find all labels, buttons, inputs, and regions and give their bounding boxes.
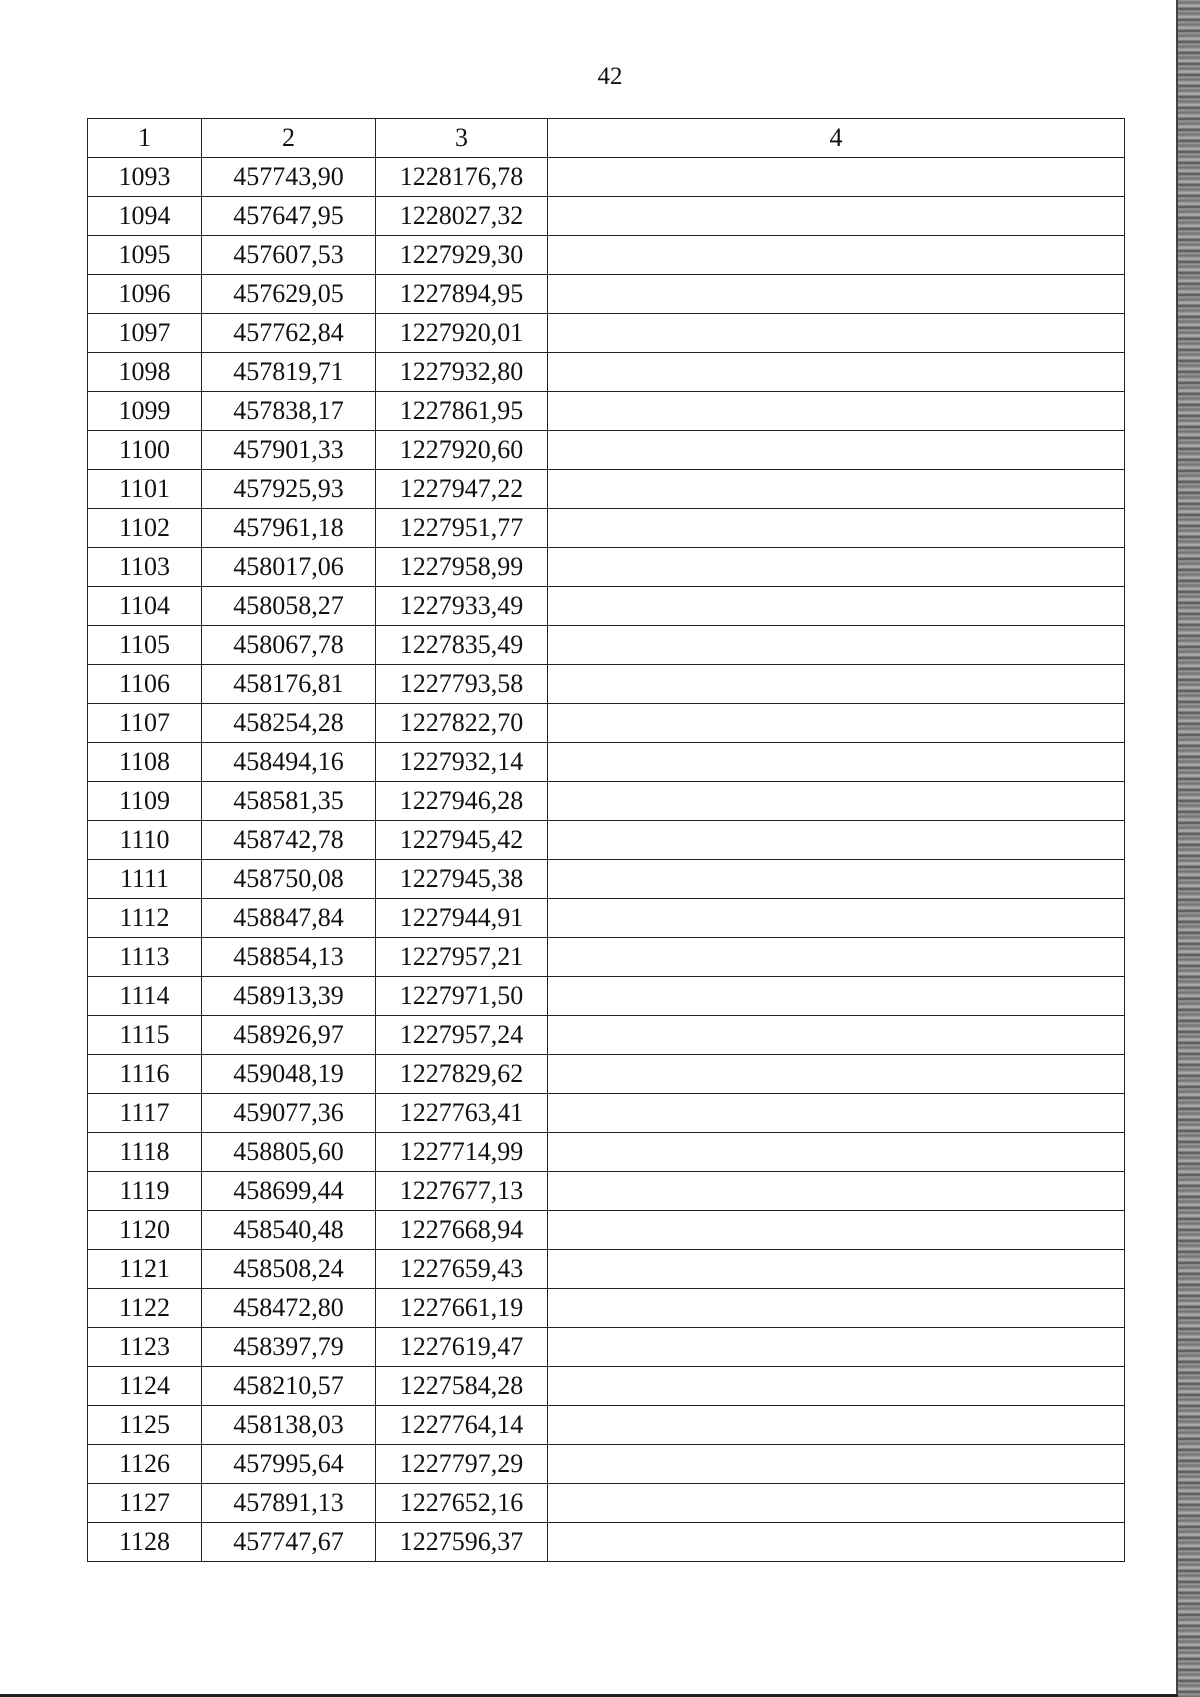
table-cell	[548, 236, 1125, 275]
table-row	[88, 1172, 1125, 1211]
table-cell: 458138,03	[202, 1406, 376, 1445]
table-cell: 1227763,41	[376, 1094, 548, 1133]
table-cell: 457925,93	[202, 470, 376, 509]
table-row	[88, 860, 1125, 899]
table-row	[88, 1328, 1125, 1367]
table-cell: 458926,97	[202, 1016, 376, 1055]
table-cell: 458017,06	[202, 548, 376, 587]
table-row	[88, 821, 1125, 860]
table-row	[88, 977, 1125, 1016]
table-cell: 1227957,21	[376, 938, 548, 977]
column-header: 3	[376, 119, 548, 158]
table-cell: 1227661,19	[376, 1289, 548, 1328]
table-cell: 1126	[88, 1445, 202, 1484]
table-row	[88, 509, 1125, 548]
table-cell: 1227929,30	[376, 236, 548, 275]
table-cell	[548, 1250, 1125, 1289]
table-row	[88, 392, 1125, 431]
table-cell: 1228027,32	[376, 197, 548, 236]
table-cell: 1112	[88, 899, 202, 938]
table-cell: 457995,64	[202, 1445, 376, 1484]
table-cell: 1111	[88, 860, 202, 899]
table-cell: 1227947,22	[376, 470, 548, 509]
table-cell: 457647,95	[202, 197, 376, 236]
coordinates-table	[87, 118, 1125, 1562]
table-cell: 458805,60	[202, 1133, 376, 1172]
table-cell	[548, 1211, 1125, 1250]
table-row	[88, 1445, 1125, 1484]
table-cell: 458176,81	[202, 665, 376, 704]
table-cell: 1116	[88, 1055, 202, 1094]
table-cell: 1228176,78	[376, 158, 548, 197]
table-cell: 1227659,43	[376, 1250, 548, 1289]
table-cell	[548, 158, 1125, 197]
table-cell: 1227957,24	[376, 1016, 548, 1055]
table-cell: 457607,53	[202, 236, 376, 275]
table-cell	[548, 1289, 1125, 1328]
table-cell: 458472,80	[202, 1289, 376, 1328]
table-cell	[548, 977, 1125, 1016]
table-cell: 1227764,14	[376, 1406, 548, 1445]
table-cell	[548, 1367, 1125, 1406]
table-cell: 1227861,95	[376, 392, 548, 431]
table-cell: 458750,08	[202, 860, 376, 899]
table-row	[88, 275, 1125, 314]
table-cell: 1227945,42	[376, 821, 548, 860]
table-cell	[548, 1016, 1125, 1055]
table-cell: 457819,71	[202, 353, 376, 392]
table-cell: 1120	[88, 1211, 202, 1250]
table-cell: 1110	[88, 821, 202, 860]
table-cell: 1121	[88, 1250, 202, 1289]
table-cell: 1106	[88, 665, 202, 704]
table-cell: 1227920,01	[376, 314, 548, 353]
table-cell: 1094	[88, 197, 202, 236]
table-row	[88, 1406, 1125, 1445]
table-row	[88, 431, 1125, 470]
table-cell: 1227944,91	[376, 899, 548, 938]
table-cell: 458581,35	[202, 782, 376, 821]
table-cell: 1118	[88, 1133, 202, 1172]
table-cell: 1227584,28	[376, 1367, 548, 1406]
table-body	[88, 158, 1125, 1562]
table-cell: 458494,16	[202, 743, 376, 782]
table-cell	[548, 860, 1125, 899]
table-cell	[548, 470, 1125, 509]
table-cell: 1117	[88, 1094, 202, 1133]
column-header: 4	[548, 119, 1125, 158]
table-cell: 1227652,16	[376, 1484, 548, 1523]
table-cell	[548, 1094, 1125, 1133]
table-cell: 458210,57	[202, 1367, 376, 1406]
table-cell: 1098	[88, 353, 202, 392]
table-cell: 1227958,99	[376, 548, 548, 587]
table-cell: 1227920,60	[376, 431, 548, 470]
table-cell	[548, 392, 1125, 431]
table-cell: 1227945,38	[376, 860, 548, 899]
table-row	[88, 314, 1125, 353]
table-cell: 458847,84	[202, 899, 376, 938]
table-row	[88, 197, 1125, 236]
table-cell	[548, 197, 1125, 236]
table-cell	[548, 1484, 1125, 1523]
table-cell: 1096	[88, 275, 202, 314]
table-cell: 1104	[88, 587, 202, 626]
table-row	[88, 743, 1125, 782]
table-row	[88, 899, 1125, 938]
scan-edge-shadow	[1178, 0, 1200, 1697]
table-row	[88, 158, 1125, 197]
table-cell: 1227797,29	[376, 1445, 548, 1484]
table-cell	[548, 782, 1125, 821]
table-row	[88, 665, 1125, 704]
table-cell	[548, 431, 1125, 470]
table-cell: 458742,78	[202, 821, 376, 860]
table-cell: 457901,33	[202, 431, 376, 470]
table-cell: 458397,79	[202, 1328, 376, 1367]
table-cell: 1227946,28	[376, 782, 548, 821]
table-row	[88, 353, 1125, 392]
table-cell: 1105	[88, 626, 202, 665]
table-cell: 1227894,95	[376, 275, 548, 314]
table-cell: 1115	[88, 1016, 202, 1055]
table-cell: 1107	[88, 704, 202, 743]
table-cell: 1100	[88, 431, 202, 470]
table-cell: 1227596,37	[376, 1523, 548, 1562]
table-cell	[548, 509, 1125, 548]
table-row	[88, 626, 1125, 665]
table-cell: 457762,84	[202, 314, 376, 353]
table-cell: 459048,19	[202, 1055, 376, 1094]
table-cell: 1227793,58	[376, 665, 548, 704]
table-cell: 457747,67	[202, 1523, 376, 1562]
table-cell: 1108	[88, 743, 202, 782]
table-cell: 1095	[88, 236, 202, 275]
table-row	[88, 470, 1125, 509]
table-cell: 1097	[88, 314, 202, 353]
table-cell: 458854,13	[202, 938, 376, 977]
table-cell	[548, 1328, 1125, 1367]
table-row	[88, 1367, 1125, 1406]
table-cell: 1227677,13	[376, 1172, 548, 1211]
table-cell	[548, 938, 1125, 977]
table-cell: 1227835,49	[376, 626, 548, 665]
table-cell: 457838,17	[202, 392, 376, 431]
table-cell: 1109	[88, 782, 202, 821]
table-cell	[548, 626, 1125, 665]
table-cell: 1103	[88, 548, 202, 587]
table-row	[88, 1523, 1125, 1562]
table-row	[88, 587, 1125, 626]
table-cell: 457891,13	[202, 1484, 376, 1523]
table-cell	[548, 587, 1125, 626]
table-cell: 1227714,99	[376, 1133, 548, 1172]
table-cell	[548, 353, 1125, 392]
table-row	[88, 782, 1125, 821]
table-row	[88, 1133, 1125, 1172]
table-cell	[548, 665, 1125, 704]
table-cell: 1227822,70	[376, 704, 548, 743]
table-row	[88, 1484, 1125, 1523]
table-cell: 1119	[88, 1172, 202, 1211]
table-cell: 1227933,49	[376, 587, 548, 626]
table-cell: 1127	[88, 1484, 202, 1523]
column-header: 2	[202, 119, 376, 158]
table-cell	[548, 1133, 1125, 1172]
table-cell: 1113	[88, 938, 202, 977]
table-row	[88, 1016, 1125, 1055]
table-cell: 1123	[88, 1328, 202, 1367]
table-cell: 458508,24	[202, 1250, 376, 1289]
table-row	[88, 1250, 1125, 1289]
table-row	[88, 1211, 1125, 1250]
column-header: 1	[88, 119, 202, 158]
table-cell	[548, 1523, 1125, 1562]
table-cell: 458067,78	[202, 626, 376, 665]
table-cell	[548, 548, 1125, 587]
table-cell: 1122	[88, 1289, 202, 1328]
table-row	[88, 1055, 1125, 1094]
table-cell: 458540,48	[202, 1211, 376, 1250]
table-cell: 1227971,50	[376, 977, 548, 1016]
table-cell: 1227619,47	[376, 1328, 548, 1367]
table-cell: 458913,39	[202, 977, 376, 1016]
table-cell	[548, 821, 1125, 860]
table-cell: 1227829,62	[376, 1055, 548, 1094]
table-cell	[548, 1445, 1125, 1484]
table-cell: 459077,36	[202, 1094, 376, 1133]
table-cell: 457629,05	[202, 275, 376, 314]
table-cell	[548, 899, 1125, 938]
table-cell	[548, 1406, 1125, 1445]
table-cell: 458699,44	[202, 1172, 376, 1211]
table-cell	[548, 743, 1125, 782]
table-cell	[548, 1172, 1125, 1211]
table-cell	[548, 1055, 1125, 1094]
table-cell: 1227932,14	[376, 743, 548, 782]
table-cell: 1125	[88, 1406, 202, 1445]
table-header-row	[88, 119, 1125, 158]
table-row	[88, 938, 1125, 977]
table-row	[88, 1289, 1125, 1328]
table-row	[88, 704, 1125, 743]
table-row	[88, 1094, 1125, 1133]
table-cell: 1227932,80	[376, 353, 548, 392]
table-cell: 1093	[88, 158, 202, 197]
table-cell: 1114	[88, 977, 202, 1016]
table-row	[88, 236, 1125, 275]
table-cell: 1128	[88, 1523, 202, 1562]
table-cell: 1227668,94	[376, 1211, 548, 1250]
table-cell: 1099	[88, 392, 202, 431]
table-cell: 1102	[88, 509, 202, 548]
page-number: 42	[597, 63, 623, 90]
table-cell	[548, 314, 1125, 353]
table-cell	[548, 275, 1125, 314]
table-cell: 1124	[88, 1367, 202, 1406]
table-cell: 1227951,77	[376, 509, 548, 548]
table-row	[88, 548, 1125, 587]
table-cell	[548, 704, 1125, 743]
table-cell: 1101	[88, 470, 202, 509]
table-cell: 457743,90	[202, 158, 376, 197]
table-cell: 457961,18	[202, 509, 376, 548]
table-cell: 458254,28	[202, 704, 376, 743]
table-cell: 458058,27	[202, 587, 376, 626]
